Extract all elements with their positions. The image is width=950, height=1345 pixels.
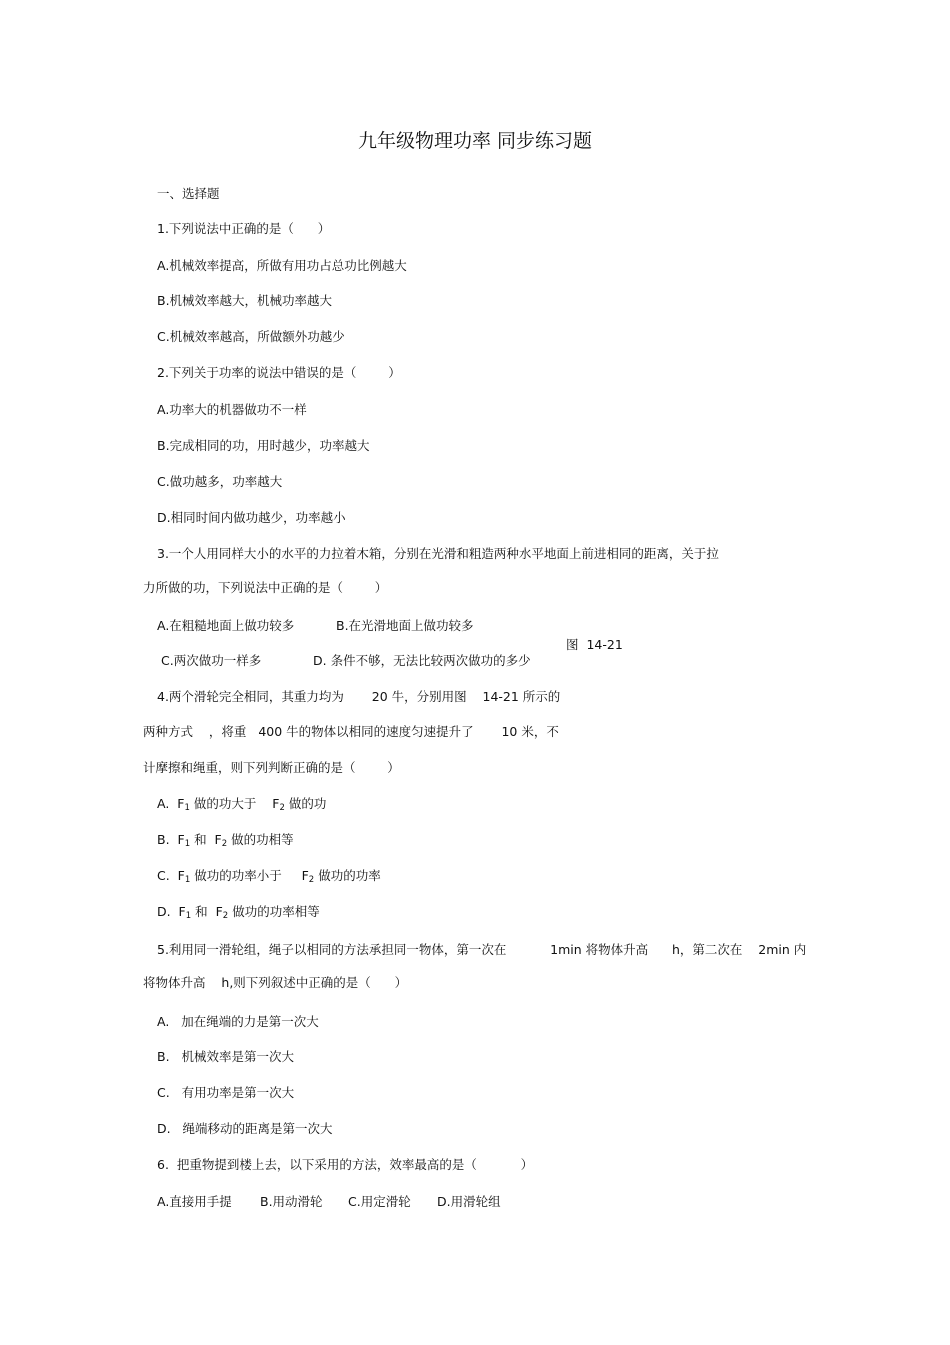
q2-option-d: D.相同时间内做功越少，功率越小 [157,510,346,525]
q4-option-d: D. $F_1$ 和 $F_2$ 做功的功率相等 [157,904,320,921]
q6-option-d: D.用滑轮组 [437,1194,501,1209]
q4-stem-line3: 计摩擦和绳重，则下列判断正确的是（ ） [143,760,400,775]
q1-option-c: C.机械效率越高，所做额外功越少 [157,329,345,344]
q4-option-b: B. $F_1$ 和 $F_2$ 做的功相等 [157,832,294,849]
q6-option-c: C.用定滑轮 [348,1194,411,1209]
q3-option-a: A.在粗糙地面上做功较多 [157,618,295,633]
page-title: 九年级物理功率 同步练习题 [357,130,593,152]
q3-option-d: D. 条件不够，无法比较两次做功的多少 [313,653,531,668]
q4-stem-line1: 4.两个滑轮完全相同，其重力均为 20 牛，分别用图 14-21 所示的 [157,689,561,704]
q6-option-a: A.直接用手提 [157,1194,232,1209]
q3-stem-line1: 3.一个人用同样大小的水平的力拉着木箱，分别在光滑和粗造两种水平地面上前进相同的距离，关于拉 [157,546,719,561]
q3-option-c: C.两次做功一样多 [161,653,262,668]
q2-option-c: C.做功越多，功率越大 [157,474,283,489]
q2-stem: 2.下列关于功率的说法中错误的是（ ） [157,365,401,380]
q2-option-b: B.完成相同的功，用时越少，功率越大 [157,438,370,453]
q3-option-b: B.在光滑地面上做功较多 [336,618,474,633]
q4-option-c: C. $F_1$ 做功的功率小于 $F_2$ 做功的功率 [157,868,381,885]
q5-option-b: B. 机械效率是第一次大 [157,1049,294,1064]
q6-stem: 6. 把重物提到楼上去，以下采用的方法，效率最高的是（ ） [157,1157,534,1172]
q2-option-a: A.功率大的机器做功不一样 [157,402,307,417]
q1-stem: 1.下列说法中正确的是（ ） [157,221,331,236]
q1-option-a: A.机械效率提高，所做有用功占总功比例越大 [157,258,407,273]
q5-option-c: C. 有用功率是第一次大 [157,1085,295,1100]
section-heading: 一、选择题 [157,186,220,201]
q1-option-b: B.机械效率越大，机械功率越大 [157,293,333,308]
q4-stem-line2: 两种方式 ，将重 400 牛的物体以相同的速度匀速提升了 10 米，不 [143,724,559,739]
q3-stem-line2: 力所做的功，下列说法中正确的是（ ） [143,580,388,595]
q5-option-a: A. 加在绳端的力是第一次大 [157,1014,319,1029]
q5-option-d: D. 绳端移动的距离是第一次大 [157,1121,333,1136]
q5-stem-line2: 将物体升高 h,则下列叙述中正确的是（ ） [143,975,408,990]
q4-option-a: A. $F_1$ 做的功大于 $F_2$ 做的功 [157,796,327,813]
q5-stem-line1: 5.利用同一滑轮组，绳子以相同的方法承担同一物体，第一次在 1min 将物体升高 h，第二次在 2min 内 [157,942,807,957]
figure-caption: 图 14-21 [566,637,623,652]
q6-option-b: B.用动滑轮 [260,1194,323,1209]
